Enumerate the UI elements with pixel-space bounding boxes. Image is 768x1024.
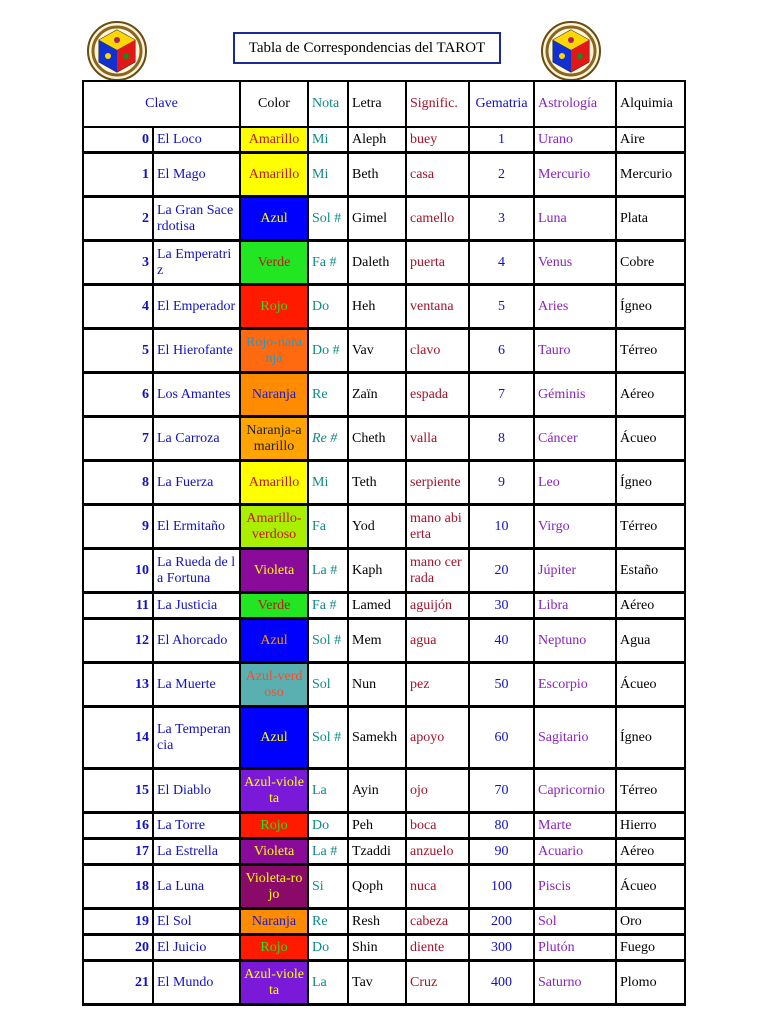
arcano-name: La Temperancia: [153, 707, 240, 769]
alquimia-cell: Fuego: [616, 935, 685, 961]
astrologia-cell: Sagitario: [534, 707, 616, 769]
table-row: [83, 663, 685, 707]
letra-cell: Vav: [348, 329, 406, 373]
letra-cell: Zaïn: [348, 373, 406, 417]
table-row: [83, 619, 685, 663]
astrologia-cell: Venus: [534, 241, 616, 285]
astrologia-cell: Urano: [534, 127, 616, 153]
table-row: [83, 865, 685, 909]
arcano-name: La Gran Sacerdotisa: [153, 197, 240, 241]
significado-cell: serpiente: [406, 461, 469, 505]
astrologia-cell: Acuario: [534, 839, 616, 865]
astrologia-cell: Júpiter: [534, 549, 616, 593]
nota-cell: Do: [308, 285, 348, 329]
page-title: Tabla de Correspondencias del TAROT: [233, 32, 501, 64]
arcano-name: La Muerte: [153, 663, 240, 707]
color-cell: Rojo: [240, 935, 308, 961]
gematria-cell: 3: [469, 197, 534, 241]
clave-number: 4: [83, 285, 153, 329]
gematria-cell: 30: [469, 593, 534, 619]
table-row: [83, 549, 685, 593]
alquimia-cell: Agua: [616, 619, 685, 663]
significado-cell: agua: [406, 619, 469, 663]
gematria-cell: 200: [469, 909, 534, 935]
gematria-cell: 300: [469, 935, 534, 961]
significado-cell: espada: [406, 373, 469, 417]
significado-cell: aguijón: [406, 593, 469, 619]
letra-cell: Cheth: [348, 417, 406, 461]
astrologia-cell: Géminis: [534, 373, 616, 417]
letra-cell: Qoph: [348, 865, 406, 909]
clave-number: 13: [83, 663, 153, 707]
color-cell: Verde: [240, 593, 308, 619]
color-cell: Amarillo-verdoso: [240, 505, 308, 549]
astrologia-cell: Virgo: [534, 505, 616, 549]
significado-cell: boca: [406, 813, 469, 839]
astrologia-cell: Libra: [534, 593, 616, 619]
gematria-cell: 50: [469, 663, 534, 707]
alquimia-cell: Aéreo: [616, 373, 685, 417]
arcano-name: El Ermitaño: [153, 505, 240, 549]
gematria-cell: 9: [469, 461, 534, 505]
astrologia-cell: Luna: [534, 197, 616, 241]
significado-cell: pez: [406, 663, 469, 707]
clave-number: 3: [83, 241, 153, 285]
table-row: [83, 197, 685, 241]
arcano-name: La Justicia: [153, 593, 240, 619]
alquimia-cell: Aéreo: [616, 839, 685, 865]
significado-cell: puerta: [406, 241, 469, 285]
nota-cell: Sol #: [308, 619, 348, 663]
header-nota: Nota: [308, 81, 348, 127]
astrologia-cell: Marte: [534, 813, 616, 839]
arcano-name: El Loco: [153, 127, 240, 153]
nota-cell: Fa: [308, 505, 348, 549]
significado-cell: casa: [406, 153, 469, 197]
nota-cell: Do #: [308, 329, 348, 373]
letra-cell: Aleph: [348, 127, 406, 153]
arcano-name: La Torre: [153, 813, 240, 839]
significado-cell: Cruz: [406, 961, 469, 1005]
arcano-name: La Fuerza: [153, 461, 240, 505]
nota-cell: Fa #: [308, 241, 348, 285]
letra-cell: Shin: [348, 935, 406, 961]
color-cell: Naranja: [240, 909, 308, 935]
nota-cell: La: [308, 769, 348, 813]
header-color: Color: [240, 81, 308, 127]
astrologia-cell: Mercurio: [534, 153, 616, 197]
clave-number: 11: [83, 593, 153, 619]
significado-cell: clavo: [406, 329, 469, 373]
nota-cell: Do: [308, 813, 348, 839]
nota-cell: Si: [308, 865, 348, 909]
table-row: [83, 241, 685, 285]
alquimia-cell: Térreo: [616, 769, 685, 813]
significado-cell: cabeza: [406, 909, 469, 935]
header-gematria: Gematria: [469, 81, 534, 127]
astrologia-cell: Escorpio: [534, 663, 616, 707]
letra-cell: Yod: [348, 505, 406, 549]
arcano-name: El Emperador: [153, 285, 240, 329]
color-cell: Violeta: [240, 839, 308, 865]
table-row: [83, 961, 685, 1005]
gematria-cell: 20: [469, 549, 534, 593]
arcano-name: El Diablo: [153, 769, 240, 813]
astrologia-cell: Neptuno: [534, 619, 616, 663]
color-cell: Amarillo: [240, 153, 308, 197]
table-row: [83, 505, 685, 549]
significado-cell: diente: [406, 935, 469, 961]
arcano-name: El Ahorcado: [153, 619, 240, 663]
table-row: [83, 373, 685, 417]
alquimia-cell: Térreo: [616, 505, 685, 549]
nota-cell: Sol #: [308, 707, 348, 769]
table-row: [83, 769, 685, 813]
arcano-name: El Mundo: [153, 961, 240, 1005]
clave-number: 1: [83, 153, 153, 197]
significado-cell: mano cerrada: [406, 549, 469, 593]
color-cell: Violeta-rojo: [240, 865, 308, 909]
color-cell: Amarillo: [240, 461, 308, 505]
clave-number: 15: [83, 769, 153, 813]
letra-cell: Tav: [348, 961, 406, 1005]
color-cell: Azul: [240, 707, 308, 769]
clave-number: 16: [83, 813, 153, 839]
gematria-cell: 90: [469, 839, 534, 865]
astrologia-cell: Leo: [534, 461, 616, 505]
alquimia-cell: Aéreo: [616, 593, 685, 619]
letra-cell: Nun: [348, 663, 406, 707]
arcano-name: La Carroza: [153, 417, 240, 461]
significado-cell: buey: [406, 127, 469, 153]
astrologia-cell: Saturno: [534, 961, 616, 1005]
gematria-cell: 8: [469, 417, 534, 461]
alquimia-cell: Hierro: [616, 813, 685, 839]
table-row: [83, 127, 685, 153]
arcano-name: La Luna: [153, 865, 240, 909]
nota-cell: Re #: [308, 417, 348, 461]
significado-cell: ojo: [406, 769, 469, 813]
gematria-cell: 60: [469, 707, 534, 769]
table-row: [83, 707, 685, 769]
astrologia-cell: Plutón: [534, 935, 616, 961]
alquimia-cell: Térreo: [616, 329, 685, 373]
arcano-name: Los Amantes: [153, 373, 240, 417]
color-cell: Verde: [240, 241, 308, 285]
table-row: [83, 909, 685, 935]
gematria-cell: 70: [469, 769, 534, 813]
clave-number: 17: [83, 839, 153, 865]
nota-cell: Mi: [308, 461, 348, 505]
letra-cell: Gimel: [348, 197, 406, 241]
gematria-cell: 80: [469, 813, 534, 839]
alquimia-cell: Ígneo: [616, 285, 685, 329]
correspondences-table: [82, 80, 686, 1006]
alquimia-cell: Ácueo: [616, 417, 685, 461]
nota-cell: Sol #: [308, 197, 348, 241]
letra-cell: Samekh: [348, 707, 406, 769]
astrologia-cell: Piscis: [534, 865, 616, 909]
clave-number: 19: [83, 909, 153, 935]
header-alquimia: Alquimia: [616, 81, 685, 127]
alquimia-cell: Plata: [616, 197, 685, 241]
significado-cell: camello: [406, 197, 469, 241]
clave-number: 18: [83, 865, 153, 909]
nota-cell: La #: [308, 839, 348, 865]
table-row: [83, 153, 685, 197]
alquimia-cell: Ácueo: [616, 865, 685, 909]
letra-cell: Heh: [348, 285, 406, 329]
table-row: [83, 593, 685, 619]
clave-number: 21: [83, 961, 153, 1005]
letra-cell: Resh: [348, 909, 406, 935]
alquimia-cell: Plomo: [616, 961, 685, 1005]
letra-cell: Kaph: [348, 549, 406, 593]
table-row: [83, 285, 685, 329]
gematria-cell: 6: [469, 329, 534, 373]
color-cell: Azul: [240, 197, 308, 241]
alquimia-cell: Aire: [616, 127, 685, 153]
table-row: [83, 839, 685, 865]
color-cell: Violeta: [240, 549, 308, 593]
letra-cell: Beth: [348, 153, 406, 197]
significado-cell: mano abierta: [406, 505, 469, 549]
arcano-name: El Mago: [153, 153, 240, 197]
header-signific: Signific.: [406, 81, 469, 127]
color-cell: Azul-violeta: [240, 961, 308, 1005]
arcano-name: El Sol: [153, 909, 240, 935]
table-row: [83, 813, 685, 839]
clave-number: 0: [83, 127, 153, 153]
nota-cell: Re: [308, 373, 348, 417]
gematria-cell: 100: [469, 865, 534, 909]
nota-cell: La #: [308, 549, 348, 593]
table-row: [83, 935, 685, 961]
color-cell: Azul: [240, 619, 308, 663]
astrologia-cell: Tauro: [534, 329, 616, 373]
gematria-cell: 4: [469, 241, 534, 285]
nota-cell: Do: [308, 935, 348, 961]
clave-number: 6: [83, 373, 153, 417]
color-cell: Naranja-amarillo: [240, 417, 308, 461]
nota-cell: Re: [308, 909, 348, 935]
significado-cell: anzuelo: [406, 839, 469, 865]
arcano-name: La Rueda de la Fortuna: [153, 549, 240, 593]
nota-cell: Mi: [308, 127, 348, 153]
astrologia-cell: Sol: [534, 909, 616, 935]
table-row: [83, 461, 685, 505]
letra-cell: Daleth: [348, 241, 406, 285]
color-cell: Naranja: [240, 373, 308, 417]
arcano-name: El Juicio: [153, 935, 240, 961]
gematria-cell: 400: [469, 961, 534, 1005]
color-cell: Azul-violeta: [240, 769, 308, 813]
alquimia-cell: Ácueo: [616, 663, 685, 707]
color-cell: Amarillo: [240, 127, 308, 153]
clave-number: 8: [83, 461, 153, 505]
table-row: [83, 329, 685, 373]
significado-cell: apoyo: [406, 707, 469, 769]
alquimia-cell: Mercurio: [616, 153, 685, 197]
gematria-cell: 1: [469, 127, 534, 153]
alquimia-cell: Cobre: [616, 241, 685, 285]
arcano-name: La Emperatriz: [153, 241, 240, 285]
tarot-emblem-right: [540, 20, 602, 82]
gematria-cell: 2: [469, 153, 534, 197]
clave-number: 20: [83, 935, 153, 961]
alquimia-cell: Estaño: [616, 549, 685, 593]
header-row: [83, 81, 685, 127]
color-cell: Rojo: [240, 813, 308, 839]
clave-number: 12: [83, 619, 153, 663]
nota-cell: Mi: [308, 153, 348, 197]
letra-cell: Mem: [348, 619, 406, 663]
clave-number: 5: [83, 329, 153, 373]
nota-cell: Sol: [308, 663, 348, 707]
alquimia-cell: Oro: [616, 909, 685, 935]
gematria-cell: 5: [469, 285, 534, 329]
color-cell: Azul-verdoso: [240, 663, 308, 707]
clave-number: 2: [83, 197, 153, 241]
table-row: [83, 417, 685, 461]
color-cell: Rojo-naranja: [240, 329, 308, 373]
letra-cell: Ayin: [348, 769, 406, 813]
significado-cell: nuca: [406, 865, 469, 909]
letra-cell: Tzaddi: [348, 839, 406, 865]
clave-number: 10: [83, 549, 153, 593]
significado-cell: ventana: [406, 285, 469, 329]
gematria-cell: 10: [469, 505, 534, 549]
significado-cell: valla: [406, 417, 469, 461]
letra-cell: Teth: [348, 461, 406, 505]
astrologia-cell: Cáncer: [534, 417, 616, 461]
header-clave: Clave: [83, 81, 240, 127]
tarot-emblem-left: [86, 20, 148, 82]
astrologia-cell: Aries: [534, 285, 616, 329]
nota-cell: La: [308, 961, 348, 1005]
arcano-name: La Estrella: [153, 839, 240, 865]
clave-number: 9: [83, 505, 153, 549]
alquimia-cell: Ígneo: [616, 461, 685, 505]
header-astrologia: Astrología: [534, 81, 616, 127]
alquimia-cell: Ígneo: [616, 707, 685, 769]
color-cell: Rojo: [240, 285, 308, 329]
clave-number: 14: [83, 707, 153, 769]
astrologia-cell: Capricornio: [534, 769, 616, 813]
arcano-name: El Hierofante: [153, 329, 240, 373]
gematria-cell: 40: [469, 619, 534, 663]
clave-number: 7: [83, 417, 153, 461]
letra-cell: Peh: [348, 813, 406, 839]
nota-cell: Fa #: [308, 593, 348, 619]
letra-cell: Lamed: [348, 593, 406, 619]
header-letra: Letra: [348, 81, 406, 127]
gematria-cell: 7: [469, 373, 534, 417]
